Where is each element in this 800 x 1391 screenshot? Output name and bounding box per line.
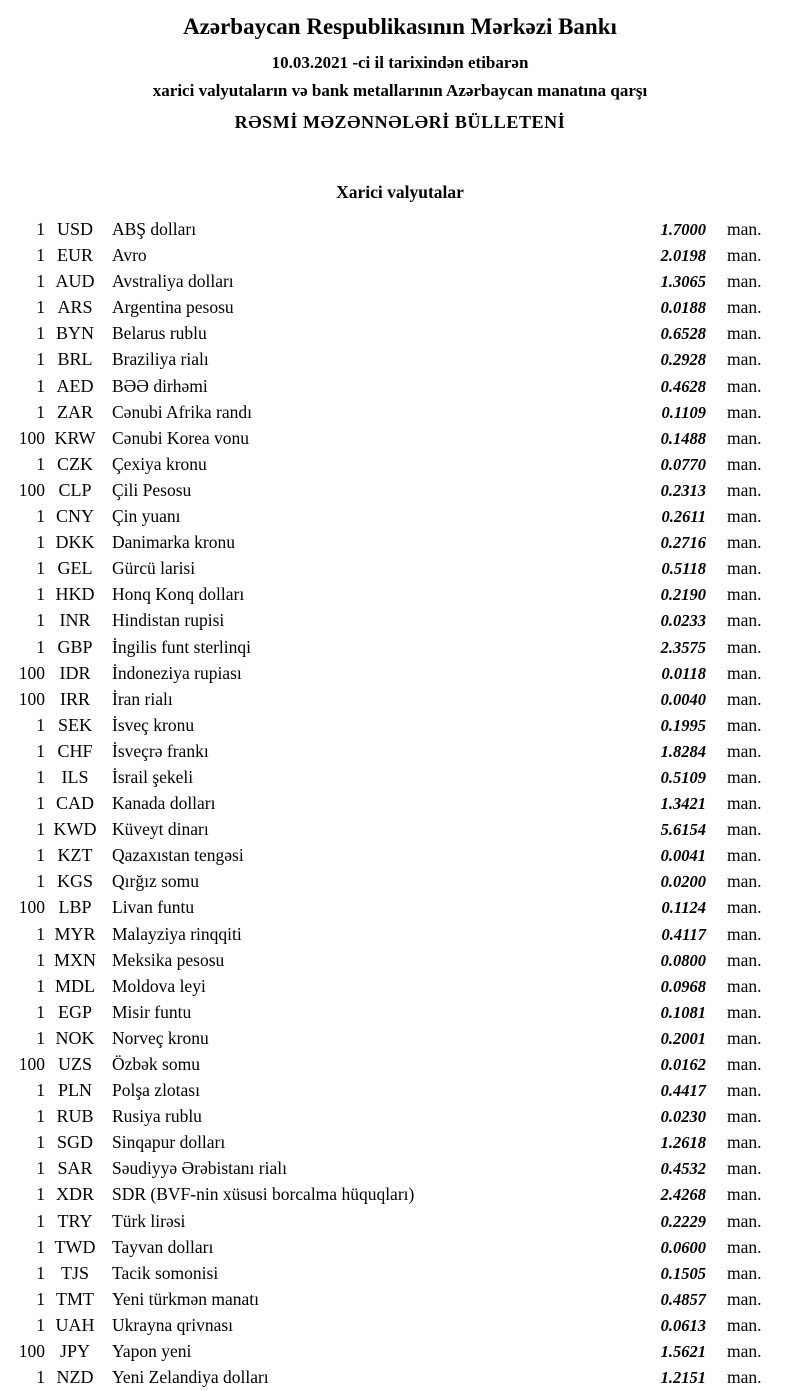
currency-name: Moldova leyi [112,975,206,996]
currency-row [0,634,800,660]
currency-rate: 1.7000 [660,220,706,239]
currency-row [0,973,800,999]
currency-name: Yeni Zelandiya dolları [112,1367,269,1388]
currency-rate: 0.1488 [660,428,706,448]
currency-rate: 1.2618 [660,1133,706,1153]
currency-code: IRR [59,688,90,709]
currency-rate: 0.1109 [661,402,706,422]
currency-rate: 0.0162 [660,1055,706,1074]
currency-name: İndoneziya rupiası [112,662,242,683]
currency-rate: 0.2229 [660,1211,706,1231]
currency-unit: man. [727,479,762,500]
currency-qty: 1 [36,271,45,292]
currency-row [0,555,800,581]
currency-name: Malayziya rinqqiti [112,923,242,944]
currency-row [0,686,800,712]
currency-name: İsveçrə frankı [112,740,209,761]
currency-row [0,1077,800,1103]
currency-name: Ukrayna qrivnası [112,1314,234,1335]
currency-qty: 1 [36,1080,45,1101]
currency-rate: 0.0230 [660,1107,706,1127]
currency-name: Gürcü larisi [112,558,196,579]
currency-qty: 1 [36,949,45,970]
currency-qty: 1 [36,323,45,344]
currency-qty: 1 [36,297,45,318]
currency-code: AED [56,375,94,396]
currency-unit: man. [727,949,762,970]
effective-date-line: 10.03.2021 -ci il tarixindən etibarən [271,53,529,72]
currency-rate: 0.0968 [660,976,706,996]
currency-unit: man. [727,1106,762,1127]
currency-rate: 1.8284 [660,741,706,761]
currency-row [0,503,800,529]
currency-code: CAD [55,793,94,814]
currency-name: Səudiyyə Ərəbistanı rialı [112,1158,287,1179]
currency-qty: 1 [36,714,45,735]
currency-code: TMT [56,1288,94,1309]
currency-table-body [0,216,800,1390]
currency-code: XDR [55,1184,94,1205]
currency-row [0,529,800,555]
currency-qty: 1 [36,1262,45,1283]
currency-qty: 1 [36,819,45,840]
currency-qty: 1 [36,610,45,631]
currency-code: TJS [60,1262,89,1283]
currency-qty: 1 [36,245,45,266]
currency-name: Livan funtu [112,897,195,918]
currency-name: Honq Konq dolları [112,584,245,605]
currency-code: EUR [57,245,93,266]
currency-qty: 1 [36,1106,45,1127]
currency-qty: 1 [36,219,45,239]
currency-name: İngilis funt sterlinqi [112,636,252,657]
currency-qty: 1 [36,584,45,605]
currency-unit: man. [727,636,762,657]
currency-name: Meksika pesosu [112,949,225,970]
currency-unit: man. [727,793,762,814]
currency-code: TRY [57,1210,93,1231]
currency-row [0,1155,800,1181]
currency-code: CLP [58,479,92,500]
currency-code: LBP [58,897,92,918]
currency-row [0,842,800,868]
currency-unit: man. [727,1288,762,1309]
currency-code: IDR [59,662,91,683]
currency-unit: man. [727,897,762,918]
currency-row [0,1338,800,1364]
currency-rate: 0.0188 [660,298,706,318]
currency-code: SEK [57,714,92,735]
currency-code: BYN [55,323,94,344]
currency-code: MXN [53,949,96,970]
currency-qty: 1 [36,1027,45,1048]
currency-code: JPY [59,1341,90,1362]
currency-name: Cənubi Korea vonu [112,427,250,448]
currency-name: Qırğız somu [112,871,200,892]
currency-rate: 0.1124 [661,898,706,918]
currency-rate: 0.0233 [660,611,706,631]
currency-row [0,581,800,607]
currency-code: ILS [61,766,89,787]
currency-row [0,712,800,738]
currency-qty: 1 [36,558,45,579]
currency-name: SDR (BVF-nin xüsusi borcalma hüquqları) [112,1184,415,1205]
currency-qty: 1 [36,453,45,474]
currency-unit: man. [727,506,762,527]
currency-qty: 1 [36,532,45,553]
currency-unit: man. [727,349,762,370]
currency-unit: man. [727,427,762,448]
currency-unit: man. [727,1262,762,1283]
currency-unit: man. [727,1132,762,1153]
currency-row [0,294,800,320]
currency-rate: 0.0600 [660,1237,706,1257]
currency-name: Hindistan rupisi [112,610,225,631]
currency-code: AUD [55,271,95,292]
currency-qty: 1 [36,1132,45,1153]
currency-code: PLN [57,1080,92,1101]
currency-code: MYR [54,923,96,944]
currency-code: BRL [57,349,93,370]
currency-qty: 100 [18,1341,45,1362]
currency-name: BƏƏ dirhəmi [112,375,208,396]
currency-name: Yeni türkmən manatı [112,1288,259,1309]
currency-row [0,738,800,764]
currency-code: KWD [53,819,97,840]
currency-name: Kanada dolları [112,793,216,814]
currency-code: UZS [57,1054,92,1074]
currency-rate: 0.0200 [660,872,706,892]
currency-rate: 0.0613 [660,1315,706,1335]
section-title-foreign-currencies: Xarici valyutalar [336,182,464,202]
currency-code: SAR [57,1158,93,1179]
currency-code: TWD [54,1236,96,1257]
currency-name: Çin yuanı [112,506,181,527]
currency-rate: 0.0041 [660,846,706,866]
currency-name: Türk lirəsi [112,1210,186,1231]
currency-qty: 1 [36,923,45,944]
currency-qty: 100 [18,427,45,448]
currency-unit: man. [727,662,762,683]
currency-unit: man. [727,1314,762,1335]
currency-name: Tayvan dolları [112,1236,214,1257]
currency-row [0,268,800,294]
currency-unit: man. [727,271,762,292]
currency-qty: 1 [36,1184,45,1205]
currency-qty: 1 [36,506,45,527]
currency-name: Özbək somu [112,1054,200,1074]
currency-unit: man. [727,610,762,631]
currency-unit: man. [727,1236,762,1257]
currency-unit: man. [727,1054,762,1074]
currency-rate: 0.1995 [660,715,706,735]
currency-name: Danimarka kronu [112,532,235,553]
currency-code: UAH [55,1314,95,1335]
currency-name: Norveç kronu [112,1027,209,1048]
currency-rate: 0.0040 [660,689,706,709]
currency-row [0,425,800,451]
currency-code: NOK [55,1027,95,1048]
currency-rate: 1.2151 [660,1368,706,1388]
currency-unit: man. [727,453,762,474]
currency-name: Çili Pesosu [112,479,192,500]
currency-name: Sinqapur dolları [112,1132,226,1153]
currency-rate: 0.0770 [660,454,706,474]
currency-code: SGD [56,1132,93,1153]
currency-qty: 100 [18,1054,45,1074]
currency-rate: 2.3575 [660,637,706,657]
currency-row [0,947,800,973]
currency-unit: man. [727,766,762,787]
currency-name: İsveç kronu [112,714,195,735]
currency-row [0,660,800,686]
currency-rate: 0.4628 [660,376,706,396]
currency-rate: 0.2716 [660,533,706,553]
currency-rate: 0.4857 [660,1289,706,1309]
currency-name: Avstraliya dolları [112,271,234,292]
currency-unit: man. [727,1027,762,1048]
currency-unit: man. [727,1001,762,1022]
currency-code: RUB [56,1106,94,1127]
currency-name: Braziliya rialı [112,349,209,370]
currency-code: GBP [57,636,93,657]
currency-rate: 0.1081 [660,1002,706,1022]
document-header [0,12,800,136]
currency-qty: 1 [36,766,45,787]
currency-rate: 0.2190 [660,585,706,605]
currency-qty: 1 [36,1001,45,1022]
currency-qty: 1 [36,845,45,866]
currency-rate: 0.1505 [660,1263,706,1283]
currency-rate: 1.5621 [660,1342,706,1362]
currency-rate: 0.0118 [661,663,706,683]
bank-name-title: Azərbaycan Respublikasının Mərkəzi Bankı [183,14,617,39]
currency-name: ABŞ dolları [112,219,197,239]
currency-rate: 0.5109 [660,767,706,787]
currency-row [0,764,800,790]
currency-unit: man. [727,297,762,318]
currency-unit: man. [727,819,762,840]
currency-row [0,1364,800,1390]
currency-name: Belarus rublu [112,323,207,344]
currency-unit: man. [727,219,762,239]
currency-rate: 0.2611 [661,507,706,527]
currency-qty: 1 [36,401,45,422]
currency-rate: 0.5118 [661,559,706,579]
currency-rate: 0.0800 [660,950,706,970]
currency-row [0,1260,800,1286]
currency-row [0,477,800,503]
currency-qty: 100 [18,897,45,918]
currency-name: Argentina pesosu [112,297,234,318]
currency-qty: 100 [18,688,45,709]
currency-unit: man. [727,923,762,944]
currency-name: Polşa zlotası [112,1080,200,1101]
currency-row [0,790,800,816]
currency-row [0,1103,800,1129]
currency-rate: 0.2001 [660,1028,706,1048]
currency-qty: 1 [36,793,45,814]
currency-qty: 100 [18,662,45,683]
currency-name: Qazaxıstan tengəsi [112,845,244,866]
currency-code: EGP [57,1001,92,1022]
currency-code: DKK [55,532,95,553]
currency-row [0,1129,800,1155]
currency-code: GEL [57,558,93,579]
currency-code: CZK [57,453,93,474]
currency-name: Yapon yeni [112,1341,192,1362]
currency-unit: man. [727,558,762,579]
currency-code: ARS [57,297,93,318]
currency-row [0,399,800,425]
currency-unit: man. [727,584,762,605]
currency-row [0,373,800,399]
bulletin-subtitle: xarici valyutaların və bank metallarının Azərbaycan manatına qarşı [152,81,648,100]
currency-unit: man. [727,975,762,996]
currency-row [0,451,800,477]
currency-code: ZAR [57,401,93,422]
currency-row [0,1051,800,1077]
currency-unit: man. [727,871,762,892]
currency-row [0,816,800,842]
currency-rate: 2.0198 [660,246,706,266]
currency-unit: man. [727,1367,762,1388]
currency-code: CNY [55,506,94,527]
currency-name: Misir funtu [112,1001,192,1022]
currency-unit: man. [727,532,762,553]
currency-unit: man. [727,1210,762,1231]
currency-name: İran rialı [112,688,173,709]
currency-rate: 0.6528 [660,324,706,344]
currency-row [0,1181,800,1207]
currency-qty: 1 [36,636,45,657]
currency-qty: 1 [36,1367,45,1388]
currency-qty: 1 [36,375,45,396]
currency-unit: man. [727,714,762,735]
currency-name: Cənubi Afrika randı [112,401,252,422]
currency-rate: 0.4532 [660,1159,706,1179]
currency-row [0,999,800,1025]
currency-name: Çexiya kronu [112,453,207,474]
currency-qty: 1 [36,1158,45,1179]
currency-qty: 1 [36,1236,45,1257]
currency-row [0,607,800,633]
currency-row [0,868,800,894]
currency-unit: man. [727,740,762,761]
currency-qty: 1 [36,740,45,761]
currency-unit: man. [727,688,762,709]
currency-qty: 100 [18,479,45,500]
currency-rate: 5.6154 [660,820,706,840]
currency-name: Avro [112,245,147,266]
currency-row [0,1312,800,1338]
currency-name: İsrail şekeli [112,766,194,787]
currency-rate: 0.4117 [661,924,706,944]
currency-row [0,320,800,346]
currency-row [0,1025,800,1051]
currency-qty: 1 [36,1314,45,1335]
currency-row [0,1286,800,1312]
currency-row [0,346,800,372]
currency-rate: 1.3065 [660,272,706,292]
currency-code: HKD [55,584,95,605]
bulletin-title: RƏSMİ MƏZƏNNƏLƏRİ BÜLLETENİ [234,112,566,132]
currency-name: Küveyt dinarı [112,819,209,840]
currency-row [0,242,800,268]
currency-rate: 0.2313 [660,480,706,500]
currency-row [0,1208,800,1234]
currency-qty: 1 [36,1210,45,1231]
currency-rate: 2.4268 [660,1185,706,1205]
currency-code: CHF [57,740,93,761]
currency-name: Tacik somonisi [112,1262,219,1283]
currency-qty: 1 [36,349,45,370]
currency-unit: man. [727,375,762,396]
currency-name: Rusiya rublu [112,1106,202,1127]
currency-row [0,216,800,242]
currency-unit: man. [727,845,762,866]
currency-rate: 0.2928 [660,350,706,370]
currency-qty: 1 [36,1288,45,1309]
currency-row [0,1234,800,1260]
currency-qty: 1 [36,975,45,996]
currency-row [0,921,800,947]
currency-code: KRW [54,427,96,448]
currency-code: INR [59,610,91,631]
currency-unit: man. [727,1080,762,1101]
currency-row [0,894,800,920]
currency-code: USD [56,219,93,239]
currency-rate: 0.4417 [660,1081,706,1101]
currency-code: KGS [56,871,93,892]
currency-unit: man. [727,1184,762,1205]
currency-unit: man. [727,401,762,422]
currency-qty: 1 [36,871,45,892]
currency-unit: man. [727,1341,762,1362]
currency-code: KZT [57,845,93,866]
currency-code: NZD [56,1367,94,1388]
currency-unit: man. [727,323,762,344]
currency-code: MDL [55,975,95,996]
currency-unit: man. [727,1158,762,1179]
currency-rate: 1.3421 [660,794,706,814]
currency-unit: man. [727,245,762,266]
